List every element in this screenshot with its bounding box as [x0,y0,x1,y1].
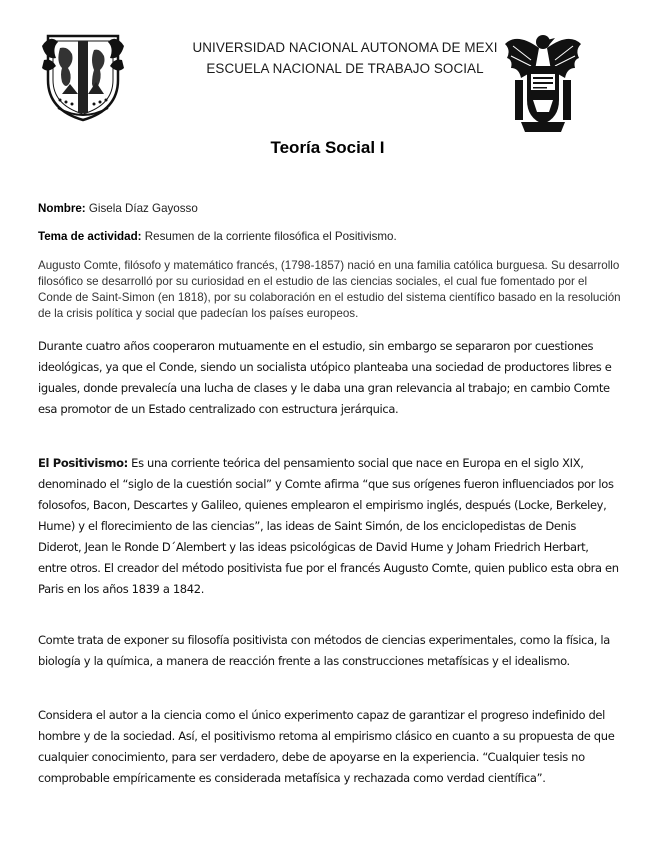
paragraph-methods: Comte trata de exponer su filosofía positivista con métodos de ciencias experimentales, como la física, la biología y la química, a manera de reacción frente a las construcciones metafísicas y el idealismo. [38,633,610,668]
ents-eagle-crest-icon [503,30,583,134]
positivism-lead: El Positivismo: [38,456,128,470]
topic-field [38,230,397,243]
positivism-body: Es una corriente teórica del pensamiento social que nace en Europa en el siglo XIX, denominado el “siglo de la cuestión social” y Comte afirma “que sus orígenes fueron influenciados por los folosofos, Bacon, Descartes y Galileo, quienes emplearon el empirismo inglés, después (Locke, Berkeley, Hume) y el florecimiento de las ciencias”, las ideas de Saint Simón, de los enciclopedistas de Denis Diderot, Jean le Ronde D´Alembert y las ideas psicológicas de David Hume y Joham Friedrich Herbart, entre otros. El creador del método positivista fue por el francés Augusto Comte, quien publico esta obra en Paris en los años 1839 a 1842. [38,456,619,596]
name-field [38,202,198,215]
university-name: UNIVERSIDAD NACIONAL AUTONOMA DE MEXI [192,40,498,55]
document-title: Teoría Social I [270,138,385,157]
unam-shield-icon [38,30,128,122]
paragraph-science: Considera el autor a la ciencia como el único experimento capaz de garantizar el progreso indefinido del hombre y de la sociedad. Así, el positivismo retoma al empirismo clásico en cuanto a su propuesta de que cualquier conocimiento, para ser verdadero, debe de apoyarse en la experiencia. “Cualquier tesis no comprobable empíricamente es considerada metafísica y rechazada como verdad científica”. [38,708,615,785]
intro-paragraph: Augusto Comte, filósofo y matemático francés, (1798-1857) nació en una familia católica burguesa. Su desarrollo filosófico se desarrolló por su curiosidad en el estudio de las ciencias sociales, el cual fue fomentado por el Conde de Saint-Simon (en 1818), por su colaboración en el estudio del sistema científico basado en la resolución de la crisis política y social que padecían los países europeos. [38,259,621,320]
topic-value: Resumen de la corriente filosófica el Positivismo. [144,230,397,243]
paragraph-cooperation: Durante cuatro años cooperaron mutuamente en el estudio, sin embargo se separaron por cuestiones ideológicas, ya que el Conde, siendo un socialista utópico planteaba una sociedad de productores libres e iguales, donde prevalecía una lucha de clases y le daba una gran relevancia al trabajo; en cambio Comte esa promotor de un Estado centralizado con estructura jerárquica. [38,339,612,416]
paragraph-positivism [38,453,620,600]
topic-label: Tema de actividad: [38,230,142,243]
school-name: ESCUELA NACIONAL DE TRABAJO SOCIAL [206,61,484,76]
name-label: Nombre: [38,202,86,215]
name-value: Gisela Díaz Gayosso [88,202,198,215]
